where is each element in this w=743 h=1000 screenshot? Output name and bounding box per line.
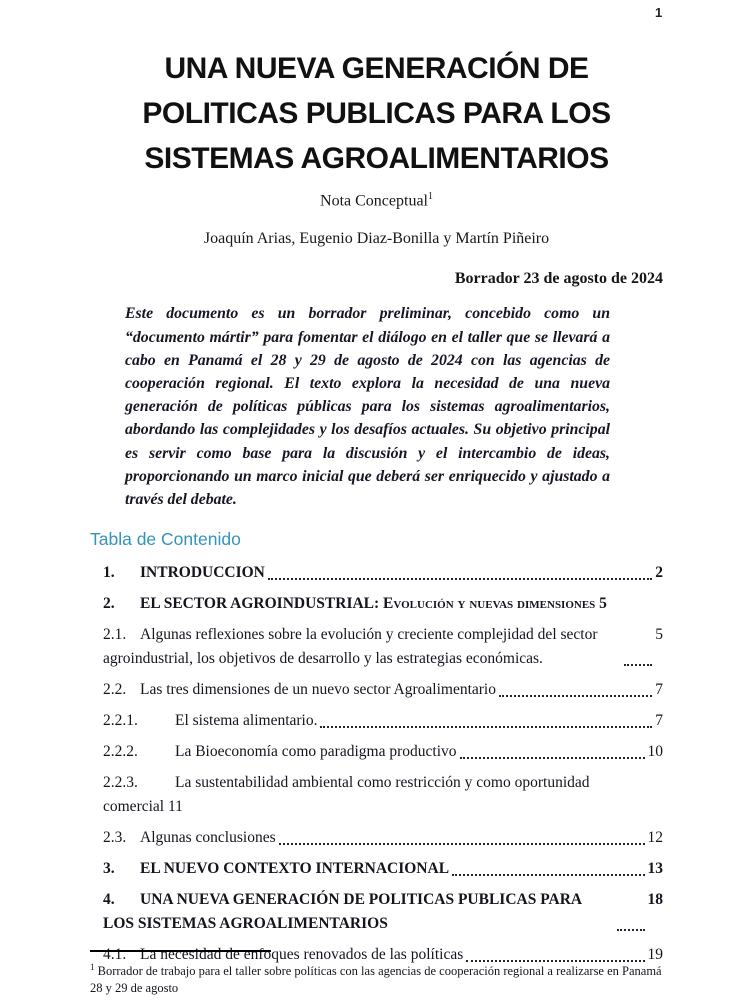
toc-entry-text [103,857,449,881]
toc-entry-label: Algunas conclusiones [140,829,276,847]
toc-entry-label: La sustentabilidad ambiental como restricción y como oportunidad comercial [103,774,590,816]
toc-entry-number: 4. [103,891,115,909]
toc-page-number: 19 [647,946,663,964]
subtitle [90,191,663,210]
toc-entry-text [103,740,457,764]
toc-page-number: 7 [655,712,663,730]
subtitle-footnote-ref: 1 [427,191,433,202]
toc-page-number: 18 [647,891,663,909]
toc-entry-label: La necesidad de enfoques renovados de las políticas [140,946,464,964]
toc-entry-number: 2.2.1. [103,712,138,730]
draft-date: Borrador 23 de agosto de 2024 [454,270,663,288]
toc-entry-label: La Bioeconomía como paradigma productivo [175,743,457,761]
toc-page-number: 7 [655,681,663,699]
toc-entry-label: INTRODUCCION [140,564,265,582]
toc-entry[interactable] [103,826,663,850]
toc-entry-number: 4.1. [103,946,127,964]
title-line-1: UNA NUEVA GENERACIÓN DE [164,52,589,85]
toc-entry-label: UNA NUEVA GENERACIÓN DE POLITICAS PUBLICAS PARA LOS SISTEMAS AGROALIMENTARIOS [103,891,582,933]
toc-entry-text [103,592,607,616]
toc-dot-leader [279,843,645,845]
toc-entry[interactable] [103,857,663,881]
toc-entry[interactable] [103,709,663,733]
footnote [90,959,663,997]
toc-page-number: 5 [599,595,607,613]
toc-entry-label: EL SECTOR AGROINDUSTRIAL: [140,595,384,613]
title-line-2: POLITICAS PUBLICAS PARA LOS [142,97,611,130]
toc-entry-number: 2.2. [103,681,127,699]
toc-entry-number: 2. [103,595,115,613]
toc-entry[interactable] [103,740,663,764]
toc-entry[interactable] [103,771,663,819]
toc-entry[interactable] [103,561,663,585]
toc-entry-label: El sistema alimentario. [175,712,318,730]
toc-entry[interactable] [103,678,663,702]
authors-line: Joaquín Arias, Eugenio Diaz-Bonilla y Martín Piñeiro [203,230,550,248]
toc-entry-number: 2.2.2. [103,743,138,761]
page-number: 1 [655,5,663,20]
toc-dot-leader [268,578,652,580]
toc-entry-label: EL NUEVO CONTEXTO INTERNACIONAL [140,860,450,878]
toc-entry-number: 3. [103,860,115,878]
toc-entry-label: Algunas reflexiones sobre la evolución y creciente complejidad del sector agroindustrial, los objetivos de desarrollo y las estrategias económicas. [103,626,598,668]
toc-page-number: 13 [647,860,663,878]
toc-page-number: 2 [655,564,663,582]
toc-entry-text [103,709,317,733]
toc-dot-leader [460,757,645,759]
toc-entry[interactable] [103,888,663,936]
toc-entry-text [103,561,265,585]
abstract-paragraph: Este documento es un borrador preliminar, concebido como un “documento mártir” para fomentar el diálogo en el taller que se llevará a cabo en Panamá el 28 y 29 de agosto de 2024 con las agencias de cooperación regional. El texto explora la necesidad de una nueva generación de políticas públicas para los sistemas agroalimentarios, abordando las complejidades y los desafíos actuales. Su objetivo principal es servir como base para la discusión y el intercambio de ideas, proporcionando un marco inicial que deberá ser enriquecido y ajustado a través del debate. [125,305,610,508]
toc-entry-number: 2.2.3. [103,774,138,792]
toc-dot-leader [617,929,645,931]
toc-page-number: 5 [655,626,663,644]
toc-page-number: 10 [647,743,663,761]
subtitle-text: Nota Conceptual [320,192,428,210]
toc-entry-text [103,888,614,936]
toc-entry[interactable] [103,623,663,671]
toc-entry-number: 2.1. [103,626,127,644]
toc-entry-number: 2.3. [103,829,127,847]
toc-dot-leader [499,695,652,697]
toc-entry[interactable] [103,592,663,616]
toc-entry-text [103,678,496,702]
toc-entry-text [103,771,663,819]
title-line-3: SISTEMAS AGROALIMENTARIOS [144,142,609,175]
footnote-ref: 1 [90,962,95,972]
footnote-block [90,950,663,997]
toc-entry-number: 1. [103,564,115,582]
toc-entry-label: Las tres dimensiones de un nuevo sector Agroalimentario [140,681,496,699]
toc-entry-text [103,623,621,671]
footnote-separator [90,950,271,952]
toc-dot-leader [624,664,652,666]
toc-dot-leader [320,726,652,728]
toc-entry-label-smallcaps: Evolución y nuevas dimensiones [383,595,596,613]
toc-entry-text [103,826,276,850]
document-title [90,46,663,181]
toc-heading: Tabla de Contenido [90,529,241,550]
toc-page-number: 11 [167,798,183,816]
toc-page-number: 12 [647,829,663,847]
toc-dot-leader [452,874,644,876]
toc-list [103,561,663,967]
footnote-text: Borrador de trabajo para el taller sobre políticas con las agencias de cooperación regional a realizarse en Panamá 28 y 29 de agosto [90,964,662,996]
